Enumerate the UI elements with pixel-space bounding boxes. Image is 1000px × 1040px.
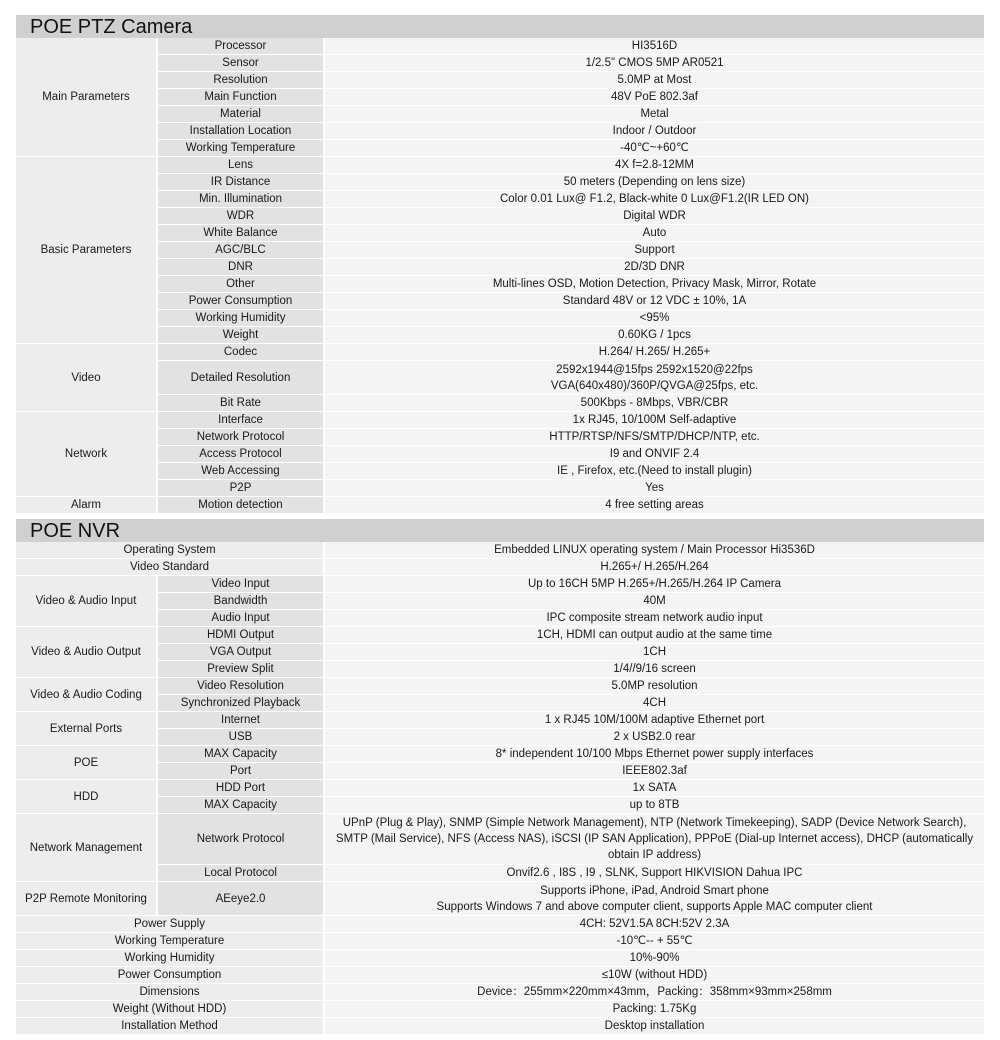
table-row xyxy=(16,712,984,729)
param-value: Standard 48V or 12 VDC ± 10%, 1A xyxy=(325,293,984,310)
param-label: Working Humidity xyxy=(158,310,325,327)
table-row xyxy=(16,174,984,191)
param-label: Web Accessing xyxy=(158,463,325,480)
param-label: Detailed Resolution xyxy=(158,361,325,395)
param-value: Packing: 1.75Kg xyxy=(325,1001,984,1018)
param-value: HTTP/RTSP/NFS/SMTP/DHCP/NTP, etc. xyxy=(325,429,984,446)
table-row xyxy=(16,344,984,361)
param-label: Other xyxy=(158,276,325,293)
param-value: -40℃~+60℃ xyxy=(325,140,984,157)
param-label: Access Protocol xyxy=(158,446,325,463)
param-value: HI3516D xyxy=(325,38,984,55)
table-row xyxy=(16,293,984,310)
param-label: HDD Port xyxy=(158,780,325,797)
category-p2p-remote-monitoring: P2P Remote Monitoring xyxy=(16,882,158,916)
param-label: Bandwidth xyxy=(158,593,325,610)
table-row xyxy=(16,395,984,412)
table-row xyxy=(16,123,984,140)
param-value: 1/4//9/16 screen xyxy=(325,661,984,678)
table-row xyxy=(16,361,984,378)
table-row xyxy=(16,678,984,695)
table-row xyxy=(16,984,984,1001)
table-row xyxy=(16,729,984,746)
param-value: IEEE802.3af xyxy=(325,763,984,780)
category-av-coding: Video & Audio Coding xyxy=(16,678,158,712)
table-row xyxy=(16,644,984,661)
table-row xyxy=(16,882,984,899)
table-row xyxy=(16,446,984,463)
param-label: Lens xyxy=(158,157,325,174)
table-row xyxy=(16,916,984,933)
table-row xyxy=(16,106,984,123)
param-label: Local Protocol xyxy=(158,865,325,882)
param-value: Onvif2.6 , I8S , I9 , SLNK, Support HIKVISION Dahua IPC xyxy=(325,865,984,882)
param-value: 2D/3D DNR xyxy=(325,259,984,276)
table-row xyxy=(16,72,984,89)
param-value: 10%-90% xyxy=(325,950,984,967)
table-row xyxy=(16,661,984,678)
nvr-section-title: POE NVR xyxy=(16,519,984,542)
table-row xyxy=(16,1001,984,1018)
param-label: Bit Rate xyxy=(158,395,325,412)
nvr-spec-section xyxy=(16,519,984,1035)
p2p-app-name: AEeye2.0 xyxy=(158,882,325,916)
category-alarm: Alarm xyxy=(16,497,158,514)
param-label: Power Supply xyxy=(16,916,325,933)
category-video: Video xyxy=(16,344,158,412)
param-value: up to 8TB xyxy=(325,797,984,814)
table-row xyxy=(16,412,984,429)
param-label: Port xyxy=(158,763,325,780)
param-value: -10℃-- + 55℃ xyxy=(325,933,984,950)
param-label: Interface xyxy=(158,412,325,429)
param-value: 1x RJ45, 10/100M Self-adaptive xyxy=(325,412,984,429)
param-value: Up to 16CH 5MP H.265+/H.265/H.264 IP Camera xyxy=(325,576,984,593)
param-label: Motion detection xyxy=(158,497,325,514)
param-label: Dimensions xyxy=(16,984,325,1001)
category-main-parameters: Main Parameters xyxy=(16,38,158,157)
param-label: Video Standard xyxy=(16,559,325,576)
table-row xyxy=(16,746,984,763)
camera-section-title: POE PTZ Camera xyxy=(16,15,984,38)
table-row xyxy=(16,140,984,157)
camera-spec-section xyxy=(16,15,984,514)
category-poe: POE xyxy=(16,746,158,780)
param-value: H.264/ H.265/ H.265+ xyxy=(325,344,984,361)
param-value: 48V PoE 802.3af xyxy=(325,89,984,106)
table-row xyxy=(16,865,984,882)
table-row xyxy=(16,559,984,576)
category-av-input: Video & Audio Input xyxy=(16,576,158,627)
table-row xyxy=(16,310,984,327)
table-row xyxy=(16,55,984,72)
param-label: DNR xyxy=(158,259,325,276)
param-value: 40M xyxy=(325,593,984,610)
param-value: 8* independent 10/100 Mbps Ethernet power supply interfaces xyxy=(325,746,984,763)
table-row xyxy=(16,610,984,627)
param-label: Video Input xyxy=(158,576,325,593)
param-value: 1CH, HDMI can output audio at the same time xyxy=(325,627,984,644)
param-value: 4CH xyxy=(325,695,984,712)
param-value: 1x SATA xyxy=(325,780,984,797)
param-value: <95% xyxy=(325,310,984,327)
param-label: Processor xyxy=(158,38,325,55)
param-value: UPnP (Plug & Play), SNMP (Simple Network Management), NTP (Network Timekeeping), SADP (Device Network Search), SMTP (Mail Service), NFS (Access NAS), iSCSI (IP SAN Application), PPPoE (Dial-up Internet access), DHCP (automatically obtain IP address) xyxy=(325,814,984,865)
param-value: Metal xyxy=(325,106,984,123)
param-value: 50 meters (Depending on lens size) xyxy=(325,174,984,191)
param-value: H.265+/ H.265/H.264 xyxy=(325,559,984,576)
table-row xyxy=(16,780,984,797)
table-row xyxy=(16,797,984,814)
param-value: VGA(640x480)/360P/QVGA@25fps, etc. xyxy=(325,378,984,395)
table-row xyxy=(16,950,984,967)
param-label: Audio Input xyxy=(158,610,325,627)
param-value: Yes xyxy=(325,480,984,497)
param-value: Device：255mm×220mm×43mm，Packing：358mm×93mm×258mm xyxy=(325,984,984,1001)
param-label: Synchronized Playback xyxy=(158,695,325,712)
table-row xyxy=(16,429,984,446)
param-value: 1CH xyxy=(325,644,984,661)
table-row xyxy=(16,225,984,242)
param-label: Installation Location xyxy=(158,123,325,140)
param-value: IPC composite stream network audio input xyxy=(325,610,984,627)
param-value: 4X f=2.8-12MM xyxy=(325,157,984,174)
param-label: MAX Capacity xyxy=(158,746,325,763)
param-label: Working Temperature xyxy=(16,933,325,950)
param-label: Min. Illumination xyxy=(158,191,325,208)
table-row xyxy=(16,463,984,480)
param-value: 2 x USB2.0 rear xyxy=(325,729,984,746)
param-label: AGC/BLC xyxy=(158,242,325,259)
param-label: Main Function xyxy=(158,89,325,106)
param-value: 0.60KG / 1pcs xyxy=(325,327,984,344)
param-label: Network Protocol xyxy=(158,814,325,865)
camera-spec-table xyxy=(16,38,984,514)
category-network-management: Network Management xyxy=(16,814,158,882)
param-label: Network Protocol xyxy=(158,429,325,446)
category-av-output: Video & Audio Output xyxy=(16,627,158,678)
param-value: Auto xyxy=(325,225,984,242)
param-label: P2P xyxy=(158,480,325,497)
param-value: 4 free setting areas xyxy=(325,497,984,514)
table-row xyxy=(16,593,984,610)
param-label: VGA Output xyxy=(158,644,325,661)
table-row xyxy=(16,542,984,559)
param-value: I9 and ONVIF 2.4 xyxy=(325,446,984,463)
param-value: Multi-lines OSD, Motion Detection, Privacy Mask, Mirror, Rotate xyxy=(325,276,984,293)
param-label: MAX Capacity xyxy=(158,797,325,814)
param-label: Video Resolution xyxy=(158,678,325,695)
param-label: Power Consumption xyxy=(158,293,325,310)
param-label: Codec xyxy=(158,344,325,361)
category-external-ports: External Ports xyxy=(16,712,158,746)
table-row xyxy=(16,38,984,55)
category-network: Network xyxy=(16,412,158,497)
param-label: HDMI Output xyxy=(158,627,325,644)
param-label: Material xyxy=(158,106,325,123)
param-label: WDR xyxy=(158,208,325,225)
param-value: 5.0MP resolution xyxy=(325,678,984,695)
category-basic-parameters: Basic Parameters xyxy=(16,157,158,344)
param-value: 4CH: 52V1.5A 8CH:52V 2.3A xyxy=(325,916,984,933)
table-row xyxy=(16,814,984,865)
table-row xyxy=(16,259,984,276)
param-value: 1 x RJ45 10M/100M adaptive Ethernet port xyxy=(325,712,984,729)
param-value: Supports iPhone, iPad, Android Smart phone xyxy=(325,882,984,899)
table-row xyxy=(16,191,984,208)
table-row xyxy=(16,276,984,293)
table-row xyxy=(16,89,984,106)
nvr-spec-table xyxy=(16,542,984,1035)
table-row xyxy=(16,480,984,497)
table-row xyxy=(16,242,984,259)
param-value: ≤10W (without HDD) xyxy=(325,967,984,984)
table-row xyxy=(16,933,984,950)
table-row xyxy=(16,327,984,344)
table-row xyxy=(16,157,984,174)
table-row xyxy=(16,497,984,514)
param-value: Color 0.01 Lux@ F1.2, Black-white 0 Lux@F1.2(IR LED ON) xyxy=(325,191,984,208)
table-row xyxy=(16,576,984,593)
table-row xyxy=(16,627,984,644)
param-value: Indoor / Outdoor xyxy=(325,123,984,140)
category-hdd: HDD xyxy=(16,780,158,814)
param-value: Desktop installation xyxy=(325,1018,984,1035)
param-label: Weight xyxy=(158,327,325,344)
param-value: Embedded LINUX operating system / Main Processor Hi3536D xyxy=(325,542,984,559)
param-value: Supports Windows 7 and above computer client, supports Apple MAC computer client xyxy=(325,899,984,916)
param-value: Support xyxy=(325,242,984,259)
param-value: 500Kbps - 8Mbps, VBR/CBR xyxy=(325,395,984,412)
table-row xyxy=(16,967,984,984)
param-label: Internet xyxy=(158,712,325,729)
param-value: 1/2.5" CMOS 5MP AR0521 xyxy=(325,55,984,72)
table-row xyxy=(16,208,984,225)
param-label: Sensor xyxy=(158,55,325,72)
param-label: Operating System xyxy=(16,542,325,559)
param-label: Preview Split xyxy=(158,661,325,678)
param-value: IE , Firefox, etc.(Need to install plugin) xyxy=(325,463,984,480)
param-label: IR Distance xyxy=(158,174,325,191)
param-label: Power Consumption xyxy=(16,967,325,984)
param-label: Resolution xyxy=(158,72,325,89)
table-row xyxy=(16,763,984,780)
param-label: Working Temperature xyxy=(158,140,325,157)
table-row xyxy=(16,695,984,712)
table-row xyxy=(16,1018,984,1035)
param-label: Installation Method xyxy=(16,1018,325,1035)
param-label: Working Humidity xyxy=(16,950,325,967)
param-value: 5.0MP at Most xyxy=(325,72,984,89)
param-label: USB xyxy=(158,729,325,746)
param-label: Weight (Without HDD) xyxy=(16,1001,325,1018)
param-value: Digital WDR xyxy=(325,208,984,225)
param-label: White Balance xyxy=(158,225,325,242)
param-value: 2592x1944@15fps 2592x1520@22fps xyxy=(325,361,984,378)
